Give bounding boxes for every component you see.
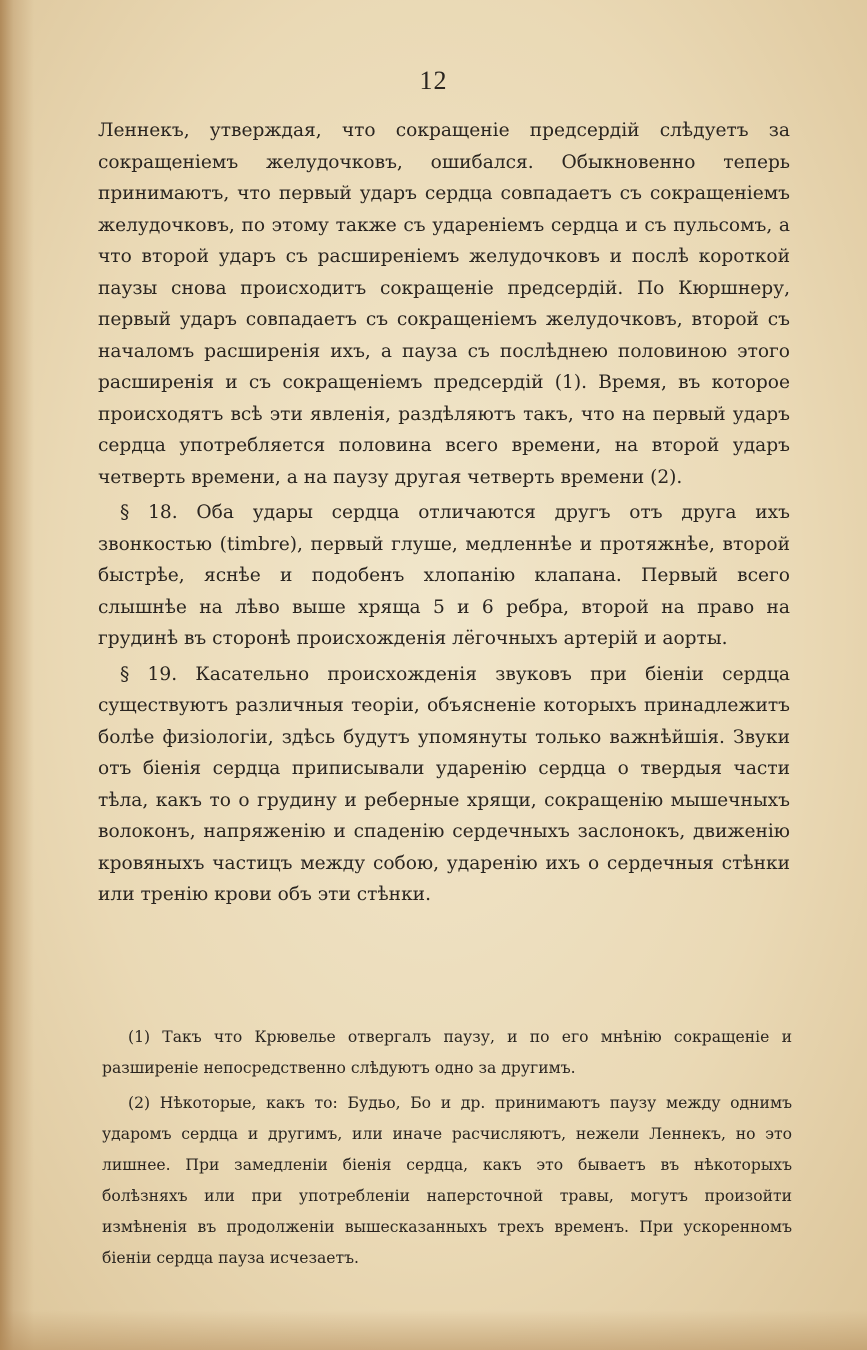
footnote-2: (2) Нѣкоторые, какъ то: Будьо, Бо и др. принимаютъ паузу между однимъ ударомъ сердца и другимъ, или иначе расчисляютъ, нежели Леннекъ, но это лишнее. При замедленіи біенія сердца, какъ это бываетъ въ нѣкоторыхъ болѣзняхъ или при употребленіи наперсточной травы, могутъ произойти измѣненія въ продолженіи вышесказанныхъ трехъ временъ. При ускоренномъ біеніи сердца пауза исчезаетъ. (102, 1094, 792, 1267)
page-number: 12 (419, 66, 448, 95)
paragraph-continuation: Леннекъ, утверждая, что сокращеніе предсердій слѣдуетъ за сокращеніемъ желудочковъ, ошибался. Обыкновенно теперь принимаютъ, что первый ударъ сердца совпадаетъ съ сокращеніемъ желудочковъ, по этому также съ удареніемъ сердца и съ пульсомъ, а что второй ударъ съ расширеніемъ желудочковъ и послѣ короткой паузы снова происходитъ сокращеніе предсердій. По Кюршнеру, первый ударъ совпадаетъ съ сокращеніемъ желудочковъ, второй съ началомъ расширенія ихъ, а пауза съ послѣднею половиною этого расширенія и съ сокращеніемъ предсердій (1). Время, въ которое происходятъ всѣ эти явленія, раздѣляютъ такъ, что на первый ударъ сердца употребляется половина всего времени, на второй ударъ четверть времени, а на паузу другая четверть времени (2). (98, 120, 790, 488)
paragraph-section-19: § 19. Касательно происхожденія звуковъ при біеніи сердца существуютъ различныя теоріи, объясненіе которыхъ принадлежитъ болѣе физіологіи, здѣсь будутъ упомянуты только важнѣйшія. Звуки отъ біенія сердца приписывали ударенію сердца о твердыя части тѣла, какъ то о грудину и реберные хрящи, сокращенію мышечныхъ волоконъ, напряженію и спаденію сердечныхъ заслонокъ, движенію кровяныхъ частицъ между собою, ударенію ихъ о сердечныя стѣнки или тренію крови объ эти стѣнки. (98, 663, 790, 905)
page-edge-shadow (0, 0, 34, 1350)
footnotes (102, 1022, 792, 1278)
paragraph-section-18: § 18. Оба удары сердца отличаются другъ отъ друга ихъ звонкостью (timbre), первый глуше, медленнѣе и протяжнѣе, второй быстрѣе, яснѣе и подобенъ хлопанію клапана. Первый всего слышнѣе на лѣво выше хряща 5 и 6 ребра, второй на право на грудинѣ въ сторонѣ происхожденія лёгочныхъ артерій и аорты. (98, 502, 790, 649)
page-bottom-shadow (0, 1310, 867, 1350)
footnote-1: (1) Такъ что Крювелье отвергалъ паузу, и по его мнѣнію сокращеніе и разширеніе непосредственно слѣдуютъ одно за другимъ. (102, 1028, 792, 1077)
main-text (98, 115, 790, 911)
